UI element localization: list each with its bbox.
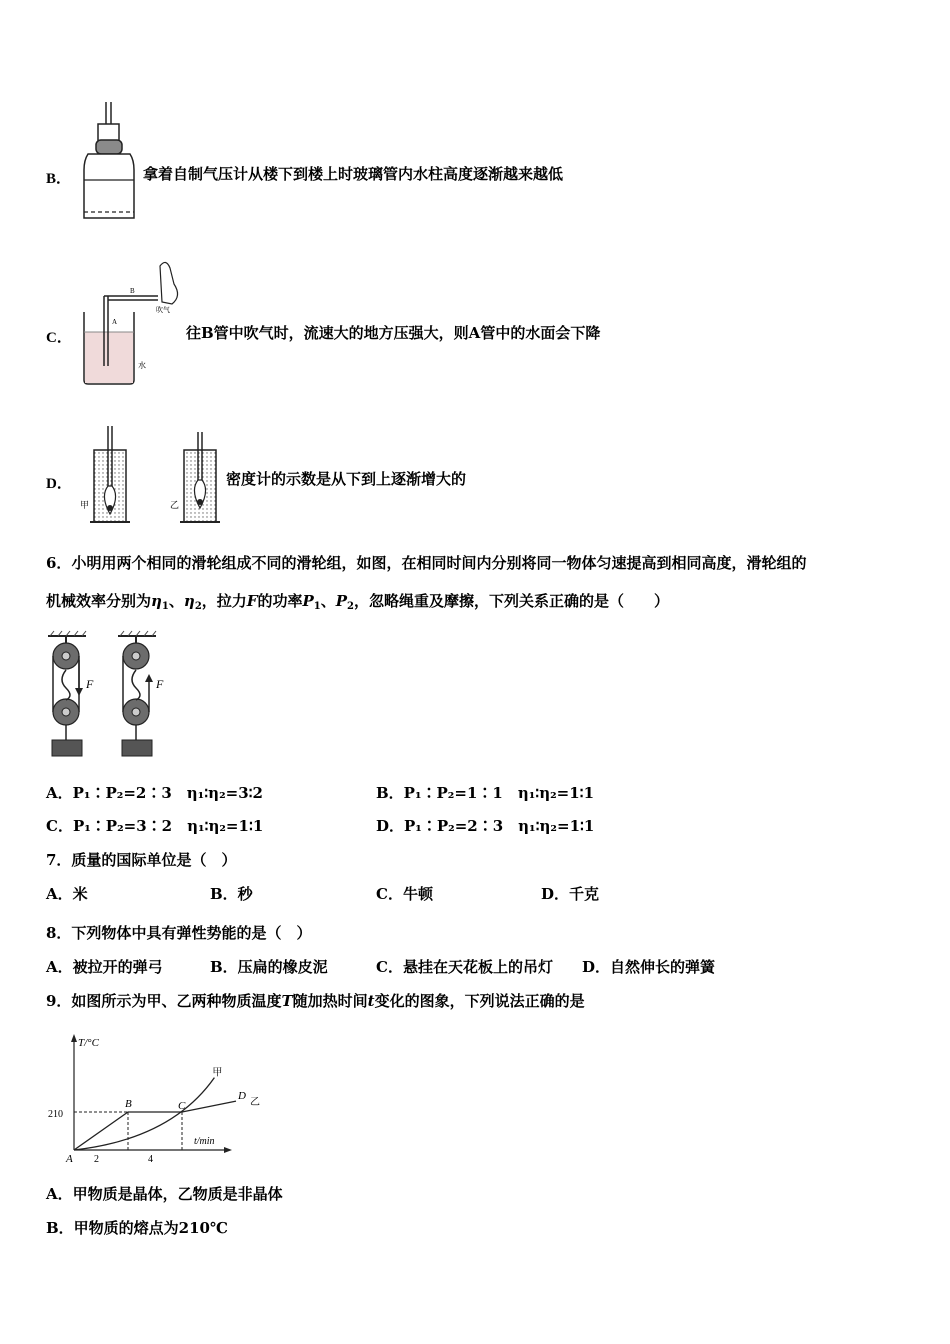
option-letter: B． xyxy=(46,171,72,187)
temperature-time-graph xyxy=(44,1030,260,1166)
option-letter: C． xyxy=(46,330,72,346)
option-text: 密度计的示数是从下到上逐渐增大的 xyxy=(226,470,467,488)
question-7: 7．质量的国际单位是（ ） xyxy=(46,851,237,869)
q6-option-c[interactable]: C．P₁∶P₂=3∶2 η₁∶η₂=1∶1 xyxy=(46,817,264,835)
q7-option-b[interactable]: B．秒 xyxy=(210,885,253,903)
point-a-label: A xyxy=(66,1153,73,1165)
q7-option-a[interactable]: A．米 xyxy=(46,885,88,903)
label-jia: 甲 xyxy=(80,500,90,510)
label-b: B xyxy=(130,287,135,295)
barometer-figure xyxy=(76,100,140,224)
q6-option-d[interactable]: D．P₁∶P₂=2∶3 η₁∶η₂=1∶1 xyxy=(376,817,595,835)
q8-option-a[interactable]: A．被拉开的弹弓 xyxy=(46,958,163,976)
point-c-label: C xyxy=(178,1100,186,1112)
q7-option-c[interactable]: C．牛顿 xyxy=(376,885,433,903)
x-tick-4: 4 xyxy=(148,1154,153,1165)
y-tick-210: 210 xyxy=(48,1109,63,1120)
option-letter: D． xyxy=(46,476,72,492)
q8-option-c[interactable]: C．悬挂在天花板上的吊灯 xyxy=(376,958,553,976)
q8-option-d[interactable]: D．自然伸长的弹簧 xyxy=(582,958,716,976)
label-yi: 乙 xyxy=(170,500,180,510)
label-blow: 吹气 xyxy=(156,306,170,314)
label-a: A xyxy=(112,318,118,326)
question-8: 8．下列物体中具有弹性势能的是（ ） xyxy=(46,924,312,942)
label-water: 水 xyxy=(138,361,146,370)
point-d-label: D xyxy=(238,1090,246,1103)
y-axis-arrow xyxy=(71,1034,77,1042)
question-6-line1: 6．小明用两个相同的滑轮组成不同的滑轮组，如图，在相同时间内分别将同一物体匀速提高到相同高度，滑轮组的 xyxy=(46,554,807,572)
hydrometer-figure xyxy=(78,424,228,528)
force-label-left: F xyxy=(86,677,94,691)
question-6-line2: 机械效率分别为$\eta_1$、$\eta_2$，拉力F的功率$P_1$、$P_2$，忽略绳重及摩擦，下列关系正确的是（ ） xyxy=(46,592,669,612)
x-axis-label: t/min xyxy=(194,1136,215,1147)
y-axis-label: T/°C xyxy=(78,1037,99,1049)
force-label-right: F xyxy=(156,677,164,691)
q9-option-a[interactable]: A．甲物质是晶体，乙物质是非晶体 xyxy=(46,1185,283,1203)
x-tick-2: 2 xyxy=(94,1154,99,1165)
blow-tube-figure xyxy=(76,256,196,388)
series-jia-label: 甲 xyxy=(212,1067,223,1079)
q7-option-d[interactable]: D．千克 xyxy=(541,885,600,903)
option-text: 往B管中吹气时，流速大的地方压强大，则A管中的水面会下降 xyxy=(186,324,601,342)
q6-option-b[interactable]: B．P₁∶P₂=1∶1 η₁∶η₂=1∶1 xyxy=(376,784,595,802)
x-axis-arrow xyxy=(224,1147,232,1153)
q8-option-b[interactable]: B．压扁的橡皮泥 xyxy=(210,958,328,976)
pulley-figure xyxy=(44,630,174,760)
question-9: 9．如图所示为甲、乙两种物质温度T随加热时间t变化的图象，下列说法正确的是 xyxy=(46,992,585,1010)
q9-option-b[interactable]: B．甲物质的熔点为210℃ xyxy=(46,1219,228,1237)
point-b-label: B xyxy=(125,1098,132,1110)
option-text: 拿着自制气压计从楼下到楼上时玻璃管内水柱高度逐渐越来越低 xyxy=(143,165,564,183)
series-yi-label: 乙 xyxy=(250,1097,260,1109)
q6-option-a[interactable]: A．P₁∶P₂=2∶3 η₁∶η₂=3∶2 xyxy=(46,784,263,802)
